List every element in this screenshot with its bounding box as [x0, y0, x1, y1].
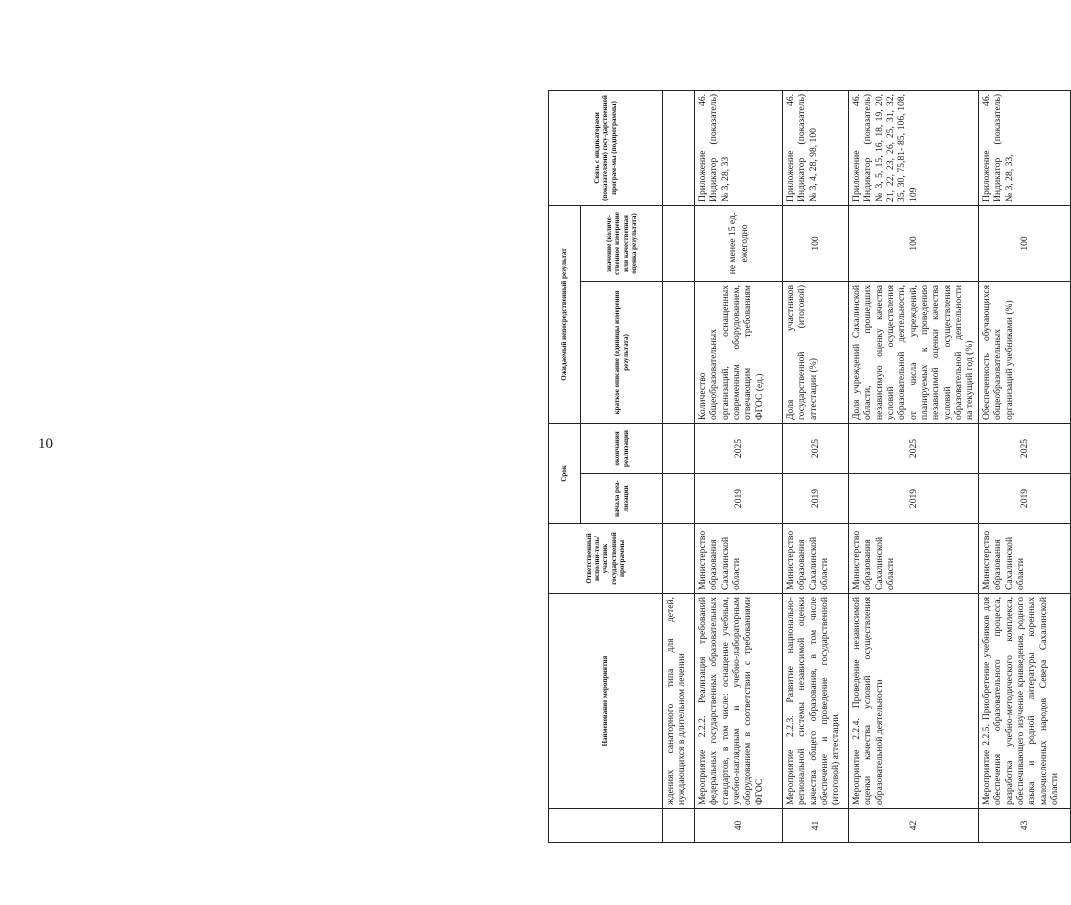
activities-table — [548, 90, 1071, 843]
cell-desc: Обеспеченность обучающихся общеобразовательных организаций учебниками (%) — [979, 281, 1071, 423]
table-row — [979, 90, 1071, 842]
cell-name: Мероприятие 2.2.2. Реализация требований федеральных государственных образовательных стандартов, в том числе: оснащение учебным, учебно-наглядным и учебно-лабораторным оборудованием в соответствии с требованиями ФГОС — [695, 594, 783, 809]
header-term: Срок — [549, 423, 581, 523]
cell-value: 100 — [849, 205, 979, 281]
header-name: Наименование мероприятия — [549, 594, 663, 809]
header-result: Ожидаемый непосредственный результат — [549, 205, 581, 423]
cell-desc: Количество общеобразовательных организаций, оснащенных современным оборудованием, отвечающим требованиям ФГОС (ед.) — [695, 281, 783, 423]
cell-responsible — [663, 524, 695, 594]
cell-number — [663, 809, 695, 843]
header-number — [549, 809, 663, 843]
cell-name: ждениях санаторного типа для детей, нуждающихся в длительном лечении — [663, 594, 695, 809]
cell-name: Мероприятие 2.2.3. Развитие национально-региональной системы независимой оценки качества общего образования, в том числе обеспечение и проведение государственной (итоговой) аттестации — [783, 594, 849, 809]
cell-desc — [663, 281, 695, 423]
cell-link — [663, 90, 695, 205]
cell-value — [663, 205, 695, 281]
table-row-continuation — [663, 90, 695, 842]
header-responsible: Ответственный исполни-тель/участник государственной программы — [549, 524, 663, 594]
cell-desc: Доля учреждений Сахалинской области, прошедших независимую оценку качества условий осуществления образовательной деятельности, от числа учреждений, планируемых к проведению независимой оценки качества условий осуществления образовательной деятельности на текущий год (%) — [849, 281, 979, 423]
cell-number: 41 — [783, 809, 849, 843]
cell-start: 2019 — [695, 474, 783, 524]
cell-responsible: Министерство образования Сахалинской области — [849, 524, 979, 594]
cell-number: 40 — [695, 809, 783, 843]
table-row — [783, 90, 849, 842]
cell-name: Мероприятие 2.2.4. Проведение независимой оценки качества условий осуществления образовательной деятельности — [849, 594, 979, 809]
cell-number: 42 — [849, 809, 979, 843]
cell-link: Приложение 46. Индикатор (показатель) № 3, 28, 33 — [695, 90, 783, 205]
cell-end: 2025 — [979, 423, 1071, 473]
header-result-desc: краткое описание (единицы измерения результата) — [581, 281, 663, 423]
cell-number: 43 — [979, 809, 1071, 843]
cell-end: 2025 — [695, 423, 783, 473]
cell-value: 100 — [783, 205, 849, 281]
table-header-row — [549, 90, 581, 842]
table-row — [849, 90, 979, 842]
activities-table-sheet — [548, 91, 1060, 843]
cell-responsible: Министерство образования Сахалинской области — [979, 524, 1071, 594]
cell-link: Приложение 46. Индикатор (показатель) № 3, 28, 33, — [979, 90, 1071, 205]
table-row — [695, 90, 783, 842]
cell-start: 2019 — [783, 474, 849, 524]
cell-end: 2025 — [849, 423, 979, 473]
cell-start: 2019 — [849, 474, 979, 524]
cell-value: 100 — [979, 205, 1071, 281]
cell-link: Приложение 46. Индикатор (показатель) № 3, 5, 15, 16, 18, 19, 20, 21, 22, 23, 26, 25, 31, 32, 35, 30, 75,81- 85, 106, 108, 109 — [849, 90, 979, 205]
cell-link: Приложение 46. Индикатор (показатель) № 3, 4, 28, 98, 100 — [783, 90, 849, 205]
cell-end: 2025 — [783, 423, 849, 473]
page-number: 10 — [38, 436, 53, 452]
cell-value: не менее 15 ед. ежегодно — [695, 205, 783, 281]
header-link: Связь с индикаторами (показателями) госу-дарственной програм-мы (подпрограммы) — [549, 90, 663, 205]
header-term-end: окончания реализации — [581, 423, 663, 473]
cell-start — [663, 474, 695, 524]
cell-start: 2019 — [979, 474, 1071, 524]
cell-responsible: Министерство образования Сахалинской области — [695, 524, 783, 594]
header-term-start: начала реа-лизации — [581, 474, 663, 524]
cell-end — [663, 423, 695, 473]
cell-desc: Доля участников государственной (итоговой) аттестации (%) — [783, 281, 849, 423]
cell-responsible: Министерство образования Сахалинской области — [783, 524, 849, 594]
cell-name: Мероприятие 2.2.5. Приобретение учебников для обеспечения образовательного процесса, разработка учебно-методического комплекса, обеспечивающего изучение кривведения, родного языка и родной литературы коренных малочисленных народов Севера Сахалинской области — [979, 594, 1071, 809]
header-result-value: значение (количе-ственное измерение или качественная оценка результата) — [581, 205, 663, 281]
